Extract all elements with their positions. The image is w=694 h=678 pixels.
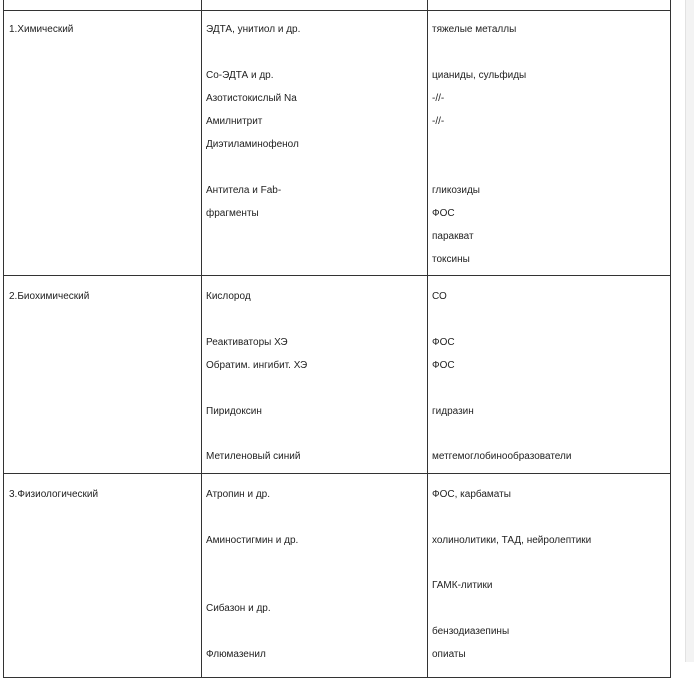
method-cell-biochemical: 2.Биохимический (9, 291, 90, 302)
antidote-line: Флюмазенил (206, 649, 266, 660)
antidote-line: ЭДТА, унитиол и др. (206, 24, 301, 35)
antidote-line: Метиленовый синий (206, 451, 301, 462)
antidote-line: Амилнитрит (206, 116, 263, 127)
poison-line: бензодиазепины (432, 626, 510, 637)
poison-line: холинолитики, ТАД, нейролептики (432, 535, 592, 546)
antidote-line: Аминостигмин и др. (206, 535, 299, 546)
poison-line: цианиды, сульфиды (432, 70, 527, 81)
antidote-line: Азотистокислый Na (206, 93, 297, 104)
antidote-line: Антитела и Fab- (206, 185, 282, 196)
antidote-line: Co-ЭДТА и др. (206, 70, 274, 81)
poison-line: СО (432, 291, 447, 302)
column-divider-1 (201, 0, 202, 677)
poison-line: гидразин (432, 406, 474, 417)
antidote-line: Пиридоксин (206, 406, 262, 417)
antidote-line: Диэтиламинофенол (206, 139, 299, 150)
antidote-table (3, 0, 671, 678)
poison-line: опиаты (432, 649, 466, 660)
row-divider-2 (4, 473, 670, 474)
poison-line: паракват (432, 231, 474, 242)
scrollbar-track[interactable] (685, 0, 694, 662)
antidote-line: Обратим. ингибит. ХЭ (206, 360, 308, 371)
antidote-line: Кислород (206, 291, 251, 302)
column-divider-2 (427, 0, 428, 677)
poison-line: -//- (432, 93, 445, 104)
antidote-line: фрагменты (206, 208, 259, 219)
method-cell-physiological: 3.Физиологический (9, 489, 99, 500)
poison-line: гликозиды (432, 185, 480, 196)
antidote-line: Сибазон и др. (206, 603, 271, 614)
method-cell-chemical: 1.Химический (9, 24, 74, 35)
poison-line: ФОС (432, 208, 455, 219)
poison-line: ФОС (432, 337, 455, 348)
poison-line: токсины (432, 254, 470, 265)
row-divider-1 (4, 275, 670, 276)
poison-line: ФОС (432, 360, 455, 371)
poison-line: тяжелые металлы (432, 24, 517, 35)
poison-line: метгемоглобинообразователи (432, 451, 572, 462)
antidote-line: Атропин и др. (206, 489, 270, 500)
antidote-line: Реактиваторы ХЭ (206, 337, 288, 348)
row-divider-header (4, 10, 670, 11)
poison-line: ГАМК-литики (432, 580, 493, 591)
poison-line: ФОС, карбаматы (432, 489, 511, 500)
poison-line: -//- (432, 116, 445, 127)
